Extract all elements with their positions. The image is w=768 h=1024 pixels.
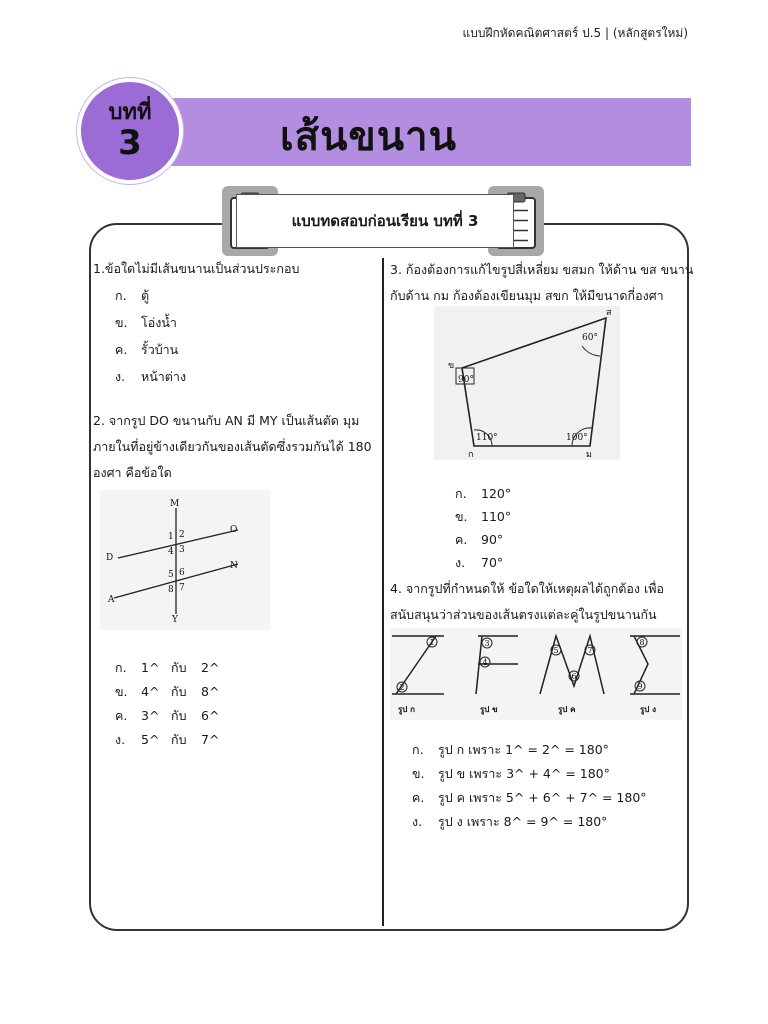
figure-caption: รูป ก <box>398 705 416 714</box>
choice-label: ข. <box>115 315 128 330</box>
choice-text: รูป ค เพราะ 5^ + 6^ + 7^ = 180° <box>438 790 647 805</box>
choice-text: 110° <box>481 509 512 524</box>
choice-label: ก. <box>115 288 127 303</box>
choice-word: กับ <box>171 732 187 747</box>
page-header: แบบฝึกหัดคณิตศาสตร์ ป.5 | (หลักสูตรใหม่) <box>462 26 688 40</box>
choice <box>115 728 219 752</box>
choice <box>412 762 647 786</box>
angle-5: 5 <box>168 570 174 580</box>
choice-text: รูป ก เพราะ 1^ = 2^ = 180° <box>438 742 609 757</box>
angle-8: 8 <box>168 585 174 595</box>
choice-text: 120° <box>481 486 512 501</box>
choice-angle: 5^ <box>141 732 160 747</box>
figure-caption: รูป ข <box>480 705 498 714</box>
choice <box>455 482 511 505</box>
angle-100: 100° <box>566 433 588 443</box>
chapter-badge <box>77 78 183 184</box>
choice <box>412 810 647 834</box>
vertex-m: ม <box>586 450 592 460</box>
choice <box>455 528 511 551</box>
choice-text: รั้วบ้าน <box>141 342 179 357</box>
choice-label: ง. <box>455 555 466 570</box>
choice-angle: 1^ <box>141 660 160 675</box>
question-3 <box>390 257 693 309</box>
choice-label: ข. <box>115 684 128 699</box>
choice-label: ก. <box>455 486 467 501</box>
choice <box>115 680 219 704</box>
choice <box>412 738 647 762</box>
question-2-choices <box>115 656 219 752</box>
question-text: 2. จากรูป DO ขนานกับ AN มี MY เป็นเส้นตัด มุม <box>93 413 360 428</box>
figure-caption: รูป ค <box>558 705 576 714</box>
choice <box>115 336 299 363</box>
choice <box>412 786 647 810</box>
angle-num: 7 <box>587 646 593 655</box>
angle-4: 4 <box>168 547 174 557</box>
question-text: 1.ข้อใดไม่มีเส้นขนานเป็นส่วนประกอบ <box>93 261 300 276</box>
label-m: M <box>170 499 180 509</box>
choice-label: ก. <box>412 742 424 757</box>
question-4-choices <box>412 738 647 834</box>
choice-label: ค. <box>115 342 128 357</box>
angle-num: 4 <box>482 658 488 667</box>
angle-3: 3 <box>179 545 185 555</box>
choice <box>455 505 511 528</box>
choice-word: กับ <box>171 660 187 675</box>
choice <box>115 363 299 390</box>
angle-num: 2 <box>399 683 405 692</box>
choice-label: ข. <box>412 766 425 781</box>
choice-text: โอ่งน้ำ <box>141 315 177 330</box>
vertex-k: ก <box>468 450 474 460</box>
angle-1: 1 <box>168 532 174 542</box>
question-text: กับด้าน กม ก้องต้องเขียนมุม สขก ให้มีขนาดกี่องศา <box>390 288 664 303</box>
label-o: O <box>230 525 238 535</box>
choice-angle: 4^ <box>141 684 160 699</box>
angle-num: 3 <box>484 639 490 648</box>
choice-label: ค. <box>115 708 128 723</box>
choice-text: หน้าต่าง <box>141 369 187 384</box>
choice-label: ก. <box>115 660 127 675</box>
question-2 <box>93 408 372 486</box>
label-d: D <box>106 553 114 563</box>
question-text: ภายในที่อยู่ข้างเดียวกันของเส้นตัดซึ่งรวมกันได้ 180 <box>93 439 372 454</box>
angle-num: 8 <box>639 638 645 647</box>
label-a: A <box>108 595 115 605</box>
choice-text: 70° <box>481 555 504 570</box>
choice-angle: 8^ <box>201 684 220 699</box>
question-text: 3. ก้องต้องการแก้ไขรูปสี่เหลี่ยม ขสมก ให้ด้าน ขส ขนาน <box>390 262 694 277</box>
chapter-title: เส้นขนาน <box>280 114 457 160</box>
chapter-banner <box>160 98 691 166</box>
quadrilateral-figure <box>434 306 620 460</box>
choice-text: รูป ข เพราะ 3^ + 4^ = 180° <box>438 766 610 781</box>
choice-label: ง. <box>115 369 126 384</box>
choice <box>115 282 299 309</box>
chapter-number: 3 <box>118 123 142 163</box>
question-3-choices <box>455 482 511 574</box>
choice-angle: 6^ <box>201 708 220 723</box>
question-1 <box>93 256 299 390</box>
angle-60: 60° <box>582 333 598 343</box>
angle-num: 9 <box>637 682 643 691</box>
choice-label: ข. <box>455 509 468 524</box>
choice-label: ค. <box>455 532 468 547</box>
vertex-s: ส <box>606 308 612 318</box>
angle-110: 110° <box>476 433 498 443</box>
angle-6: 6 <box>179 568 185 578</box>
choice <box>115 704 219 728</box>
label-n: N <box>230 561 238 571</box>
choice-text: ตู้ <box>141 288 150 303</box>
choice-angle: 3^ <box>141 708 160 723</box>
choice-angle: 2^ <box>201 660 220 675</box>
column-divider <box>382 258 384 926</box>
question-text: องศา คือข้อใด <box>93 465 172 480</box>
choice-text: 90° <box>481 532 504 547</box>
choice-label: ค. <box>412 790 425 805</box>
chapter-word: บทที่ <box>108 100 152 125</box>
angle-num: 5 <box>553 646 559 655</box>
angle-90: 90° <box>458 375 474 385</box>
choice <box>115 309 299 336</box>
angle-2: 2 <box>179 530 185 540</box>
angle-num: 6 <box>571 672 577 681</box>
question-4 <box>390 576 664 628</box>
question-text: สนับสนุนว่าส่วนของเส้นตรงแต่ละคู่ในรูปขนานกัน <box>390 607 657 622</box>
choice-label: ง. <box>412 814 423 829</box>
choice <box>115 656 219 680</box>
angle-7: 7 <box>179 583 185 593</box>
label-y: Y <box>172 615 178 625</box>
transversal-figure <box>100 490 270 630</box>
choice-word: กับ <box>171 684 187 699</box>
test-title-text: แบบทดสอบก่อนเรียน บทที่ 3 <box>291 212 479 230</box>
choice-text: รูป ง เพราะ 8^ = 9^ = 180° <box>438 814 608 829</box>
choice <box>455 551 511 574</box>
choice-angle: 7^ <box>201 732 220 747</box>
vertex-kh: ข <box>448 361 455 371</box>
question-text: 4. จากรูปที่กำหนดให้ ข้อใดให้เหตุผลได้ถูกต้อง เพื่อ <box>390 581 664 596</box>
angle-num: 1 <box>429 638 435 647</box>
parallel-figures <box>390 628 682 720</box>
figure-caption: รูป ง <box>640 705 657 714</box>
test-title <box>236 194 514 248</box>
choice-label: ง. <box>115 732 126 747</box>
choice-word: กับ <box>171 708 187 723</box>
